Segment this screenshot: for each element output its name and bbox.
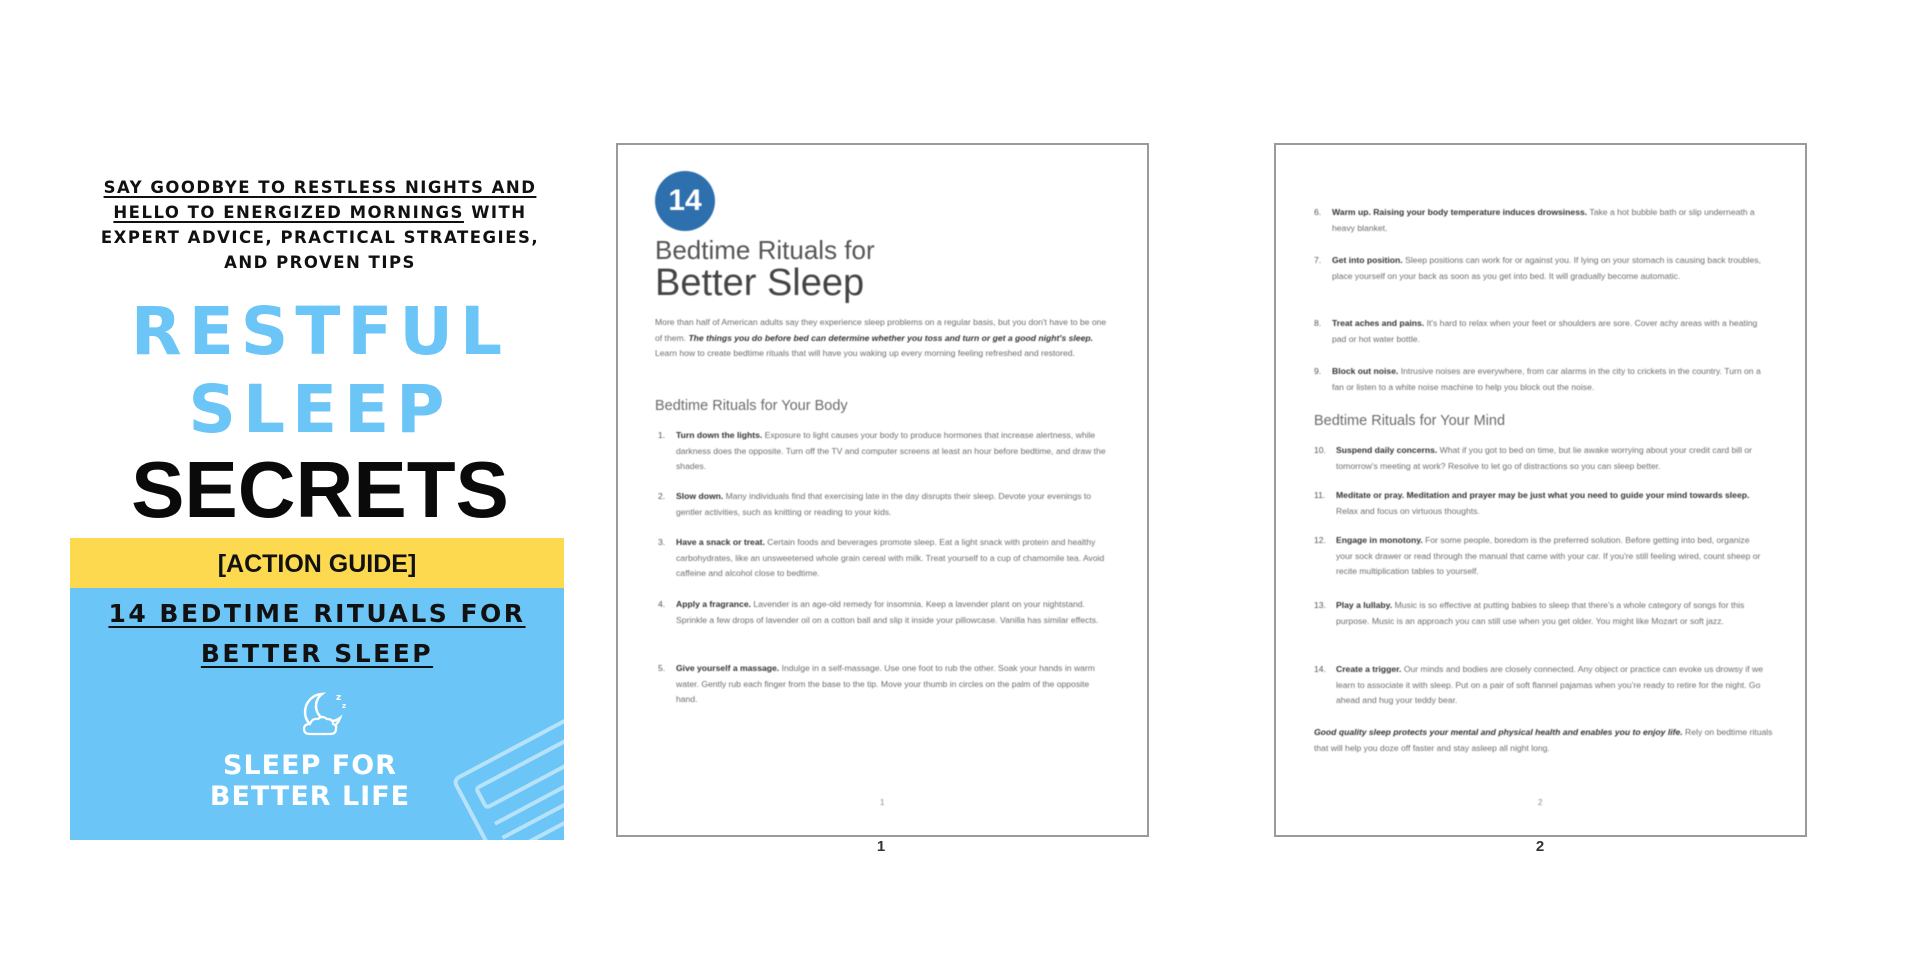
tagline-underlined: SAY GOODBYE TO RESTLESS NIGHTS AND HELLO TO ENERGIZED MORNINGS (103, 178, 537, 222)
page-footer-number: 1 (880, 798, 885, 807)
item-text: Certain foods and beverages promote sleep. Eat a light snack with protein and healthy carbohydrates, like an unsweetened whole grain cereal with milk. Treat yourself to a cup of chamomile tea. Avoid caffeine and alcohol close to bedtime. (676, 537, 1105, 578)
title-sleep: SLEEP (188, 371, 452, 448)
closing-a: Good quality sleep protects your mental and physical health and enables you to enjoy life. (1314, 727, 1683, 737)
item-lead: Engage in monotony. (1336, 535, 1423, 545)
item-text: It's hard to relax when your feet or shoulders are sore. Cover achy areas with a heating pad or hot water bottle. (1332, 318, 1758, 344)
item-text: Lavender is an age-old remedy for insomnia. Keep a lavender plant on your nightstand. Sprinkle a few drops of lavender oil on a cotton ball and slip it inside your pillowcase. Vanilla has similar effects. (676, 599, 1099, 625)
list-item (1314, 364, 1769, 400)
subtitle-text: 14 BEDTIME RITUALS FOR BETTER SLEEP (108, 599, 526, 668)
list-item (1314, 488, 1774, 524)
list-item (1314, 662, 1774, 712)
list-item (1314, 533, 1774, 583)
document-icon (430, 706, 564, 840)
list-item (658, 489, 1113, 529)
brand-line-2: BETTER LIFE (209, 781, 411, 812)
section-heading-mind: Bedtime Rituals for Your Mind (1314, 413, 1506, 429)
page-title-small: Bedtime Rituals for (655, 235, 875, 265)
document-page-1 (616, 143, 1149, 837)
cover-blue-panel (70, 538, 564, 840)
item-number: 8. (1314, 318, 1322, 328)
page-number-label-1: 1 (876, 838, 886, 855)
item-lead: Get into position. (1332, 255, 1403, 265)
item-text: Our minds and bodies are closely connected. Any object or practice can evoke us drowsy if we learn to associate it with sleep. Put on a pair of soft flannel pajamas when you're ready to retire for the night. Go ahead and hug your teddy bear. (1336, 664, 1764, 705)
item-number: 14. (1314, 664, 1326, 674)
item-lead: Give yourself a massage. (676, 663, 780, 673)
svg-text:z: z (342, 702, 347, 710)
item-lead: Turn down the lights. (676, 430, 763, 440)
list-item (658, 535, 1113, 595)
moon-cloud-icon (292, 688, 352, 744)
item-text: Music is so effective at putting babies to sleep that there's a whole category of songs for this purpose. Music is an approach you can still use when you get older. You might like Mozart or soft jazz. (1336, 600, 1745, 626)
item-text: Take a hot bubble bath or slip underneath a heavy blanket. (1332, 207, 1755, 233)
closing-b: Rely on bedtime rituals that will help you doze off faster and stay asleep all night long. (1314, 727, 1773, 753)
intro-paragraph (655, 315, 1110, 362)
brand-line-1: SLEEP FOR (223, 750, 397, 781)
item-number: 13. (1314, 600, 1326, 610)
section-heading-body: Bedtime Rituals for Your Body (655, 398, 848, 414)
item-text: Indulge in a self-massage. Use one foot to rub the other. Soak your hands in warm water. Gently rub each finger from the base to the tip. Move your thumb in circles on the palm of the opposite hand. (676, 663, 1095, 704)
item-number: 5. (658, 663, 666, 673)
svg-text:z: z (336, 693, 342, 703)
item-number: 7. (1314, 255, 1322, 265)
item-text: Relax and focus on virtuous thoughts. (1336, 505, 1480, 516)
list-item (658, 661, 1113, 711)
item-lead: Apply a fragrance. (676, 599, 751, 609)
item-lead: Suspend daily concerns. (1336, 445, 1438, 455)
closing-paragraph (1314, 725, 1774, 756)
list-item (1314, 443, 1774, 479)
item-number: 4. (658, 599, 666, 609)
item-number: 1. (658, 430, 666, 440)
item-text: Many individuals find that exercising late in the day disrupts their sleep. Devote your evenings to gentler activities, such as knitting or reading to your kids. (676, 491, 1092, 517)
item-number: 6. (1314, 207, 1322, 217)
page-number-label-2: 2 (1535, 838, 1545, 855)
intro-a: More than half of American adults say they experience sleep problems on a regular basis, but you don't have to be one of them. (655, 317, 1107, 343)
list-item (1314, 598, 1774, 648)
item-number: 3. (658, 537, 666, 547)
item-lead: Play a lullaby. (1336, 600, 1393, 610)
list-item (658, 597, 1113, 647)
item-text: For some people, boredom is the preferred solution. Before getting into bed, organize your sock drawer or read through the manual that came with your car. If you're still feeling wired, count sheep or recite multiplication tables to yourself. (1336, 535, 1761, 576)
page-title-big: Better Sleep (655, 262, 865, 304)
badge-number: 14 (655, 171, 715, 231)
list-item (1314, 205, 1769, 241)
list-item (1314, 253, 1769, 301)
list-item (1314, 316, 1769, 352)
item-text: Exposure to light causes your body to produce hormones that increase alertness, while darkness does the opposite. Turn off the TV and computer screens at least an hour before bedtime, and draw the shades. (676, 430, 1106, 471)
tagline-rest: WITH EXPERT ADVICE, PRACTICAL STRATEGIES, AND PROVEN TIPS (100, 203, 540, 272)
action-guide-label: [ACTION GUIDE] (70, 538, 564, 588)
item-lead: Slow down. (676, 491, 724, 501)
item-lead: Create a trigger. (1336, 664, 1402, 674)
item-number: 9. (1314, 366, 1322, 376)
intro-c: Learn how to create bedtime rituals that will have you waking up every morning feeling refreshed and restored. (655, 348, 1075, 358)
cover-subtitle (70, 594, 564, 674)
page-footer-number: 2 (1538, 798, 1543, 807)
item-lead: Block out noise. (1332, 366, 1399, 376)
item-number: 12. (1314, 535, 1326, 545)
title-restful: RESTFUL (130, 293, 510, 370)
item-lead: Meditate or pray. Meditation and prayer may be just what you need to guide your mind towards sleep. (1336, 490, 1750, 500)
list-item (658, 428, 1113, 488)
item-text: What if you got to bed on time, but lie awake worrying about your credit card bill or tomorrow's meeting at work? Resolve to let go of distractions so you can sleep better. (1336, 445, 1753, 471)
item-lead: Have a snack or treat. (676, 537, 765, 547)
brand-logo-text (190, 750, 430, 812)
item-number: 10. (1314, 445, 1326, 455)
intro-b: The things you do before bed can determine whether you toss and turn or get a good night's sleep. (688, 332, 1093, 343)
item-number: 11. (1314, 490, 1326, 500)
item-text: Sleep positions can work for or against you. If lying on your stomach is causing back troubles, place yourself on your back as soon as you get into bed. It will gradually become automatic. (1332, 255, 1761, 281)
cover-tagline (75, 175, 565, 275)
item-lead: Warm up. Raising your body temperature induces drowsiness. (1332, 207, 1588, 217)
item-number: 2. (658, 491, 666, 501)
title-secrets: SECRETS (131, 445, 509, 534)
item-text: Intrusive noises are everywhere, from car alarms in the city to crickets in the country. Turn on a fan or listen to a white noise machine to help you block out the noise. (1332, 366, 1761, 392)
document-page-2 (1274, 143, 1807, 837)
item-lead: Treat aches and pains. (1332, 318, 1425, 328)
